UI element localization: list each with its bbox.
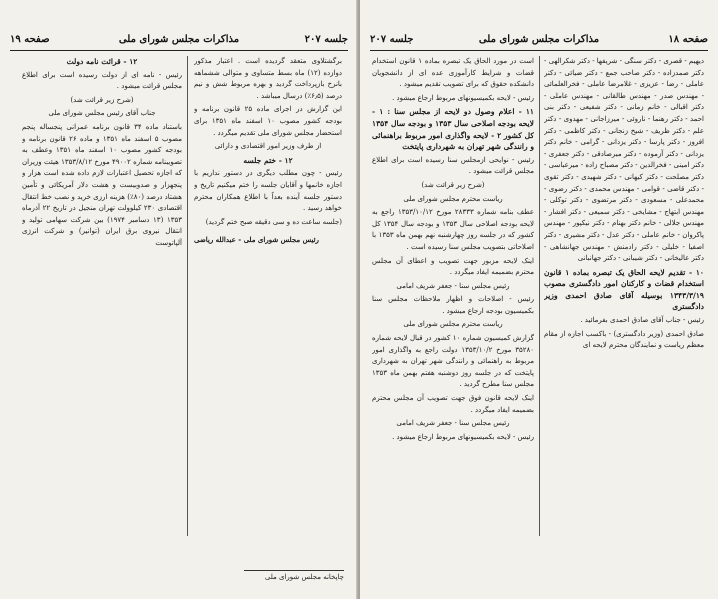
right-page-session: جلسه ۲۰۷ bbox=[370, 34, 414, 45]
right-page-title: مذاکرات مجلس شورای ملی bbox=[478, 34, 600, 45]
paragraph: عطف بنامه شماره ۲۸۳۳۳ مورخ ۱۳۵۳/۱۰/۱۲ راجع به لایحه بودجه اصلاحی سال ۱۳۵۳ و بودجه سال ۱۳۵۴ کل کشور که در جلسه روز چهارشنبه نهم بهمن ماه ۱۳۵۳ با اصلاحاتی بتصویب مجلس سنا رسیده است . bbox=[372, 208, 534, 251]
paragraph: رئیس مجلس سنا - جعفر شریف امامی bbox=[396, 281, 510, 290]
paragraph: (شرح زیر قرائت شد) bbox=[421, 180, 485, 189]
paragraph: باستناد ماده ۳۴ قانون برنامه عمرانی پنجساله پنجم مصوب ۵ اسفند ماه ۱۳۵۱ و ماده ۲۶ قانون برنامه و بودجه کشور مصوب ۱۰ اسفند ماه ۱۳۵۱ وعطف به تصویبنامه شماره ۴۹۰۰۲ مورخ ۱۳۵۳/۸/۱۲ هیئت وزیران که اجازه تحصیل اعتبارات لازم داده شده است هزار و پنجهزار و صدوبیست و هشت دلار آمریکائی و تأمین هشتاد درصد (۸۰٪) هزینه ارزی خرید و نصب خط انتقال اقتصادی ۲۳۰ کیلوولت تهران منجیل در تاریخ ۲۲ آذرماه ۱۳۵۳ (۱۳ دسامبر ۱۹۷۴) بین شرکت سهامی تولید و انتقال نیروی برق ایران (توانیر) و شرکت انرژی آلپاتوست bbox=[22, 122, 182, 247]
paragraph: این گزارش در اجرای ماده ۲۵ قانون برنامه و بودجه کشور مصوب ۱۰ اسفند ماه ۱۳۵۱ برای استحضار مجلس شورای ملی تقدیم میگردد . bbox=[194, 105, 342, 137]
paragraph: اینک لایحه مزبور جهت تصویب و اعطای آن مجلس محترم بضمیمه ایفاد میگردد . bbox=[372, 256, 534, 277]
right-page bbox=[360, 0, 718, 599]
paragraph: ریاست محترم مجلس شورای ملی bbox=[403, 320, 503, 329]
paragraph: دیهیم - قصری - دکتر سنگی - شریفها - دکتر شکرالهی - دکتر صمدزاده - دکتر صاحب جمع - دکتر ضیائی - دکتر عاملی - رضا - عزیزی - غلامرضا عاملی - فخرالعلمائی - مهندس صدر - مهندس طالقانی - مهندس عاملی - دکتر اقبالی - خانم زمانی - دکتر شفیعی - دکتر بنی احمد - دکتر رهنما - ناروئی - میرزاجانی - مهدوی - دکتر علم - دکتر ظریف - شیخ زنجانی - دکتر کاظمی - دکتر افروز - دکتر پارسا - دکتر یزدانی - گرامی - خانم دکتر یزدانی - دکتر آزموده - دکتر میرصادقی - دکتر جعفری - دکتر امینی - فخرالدین - دکتر مصباح زاده - میرعباسی - دکتر مصلحت - دکتر کیهانی - دکتر شهیدی - دکتر تقوی - دکتر قاضی - قوامی - مهندس محمدی - دکتر رضوی - محمدعلی - مسعودی - دکتر مرتضوی - دکتر توکلی - مهندس ابتهاج - مشایخی - دکتر سمیعی - دکتر افشار - مهندس جلالی - خانم دکتر بهنام - دکتر نیکپور - مهندس پاکروان - خانم عاملی - دکتر عدل - دکتر مشیری - دکتر اصفیا - خلیلی - دکتر رادمنش - مهندس جهانشاهی - دکتر عالیخانی - دکتر شیبانی - دکتر جهانبانی bbox=[544, 57, 704, 263]
left-page-column-1 bbox=[194, 56, 342, 536]
column-divider bbox=[187, 56, 188, 536]
left-page-header bbox=[10, 34, 348, 51]
paragraph: است در مورد الحاق یک تبصره بماده ۱ قانون استخدام قضات و شرایط کارآموزی عده ای از دانشجویان دانشکده حقوق که برای تصویب تقدیم میشود . bbox=[372, 57, 534, 89]
paragraph: رئیس - چون مطلب دیگری در دستور نداریم با اجازه خانمها و آقایان جلسه را ختم میکنیم تاریخ و دستور جلسه آینده بعداً با اطلاع همکاران محترم خواهد رسید . bbox=[194, 169, 342, 213]
paragraph: برگشتلاوی متعقد گردیده است . اعتبار مذکور دوازده (۱۲) ماه بسط متساوی و متوالی ششماهه بانرخ بازپرداخت گردید و بهره مربوط شش و نیم درصد (۶٫۵٪) درسال میباشد . bbox=[194, 57, 342, 100]
column-divider bbox=[539, 56, 540, 536]
left-page bbox=[0, 0, 358, 599]
paragraph: گزارش کمیسیون شماره ۱۰ کشور در قبال لایحه شماره ۳۵۲۸۰ مورخ ۱۳۵۳/۱۰/۲ دولت راجع به واگذاری امور مربوط به راهنمائی و رانندگی شهر تهران به شهرداری پایتخت که در جلسه روز دوشنبه هفتم بهمن ماه ۱۳۵۳ مجلس سنا مطرح گردید . bbox=[372, 334, 534, 389]
paragraph: (شرح زیر قرائت شد) bbox=[70, 95, 134, 104]
paragraph: جناب آقای رئیس مجلس شورای ملی bbox=[48, 109, 156, 118]
right-page-header bbox=[370, 34, 708, 51]
paragraph: رئیس - نامه ای از دولت رسیده است برای اطلاع مجلس قرائت میشود . bbox=[22, 70, 182, 91]
right-page-number: صفحه ۱۸ bbox=[668, 34, 708, 45]
paragraph: رئیس - اصلاحات و اظهار ملاحظات مجلس سنا بکمیسیون بودجه ارجاع میشود . bbox=[372, 295, 534, 315]
paragraph: صادق احمدی (وزیر دادگستری) - باکسب اجازه از مقام معظم ریاست و نمایندگان محترم لایحه ای bbox=[544, 329, 704, 350]
printer-footnote: چاپخانه مجلس شورای ملی bbox=[244, 570, 344, 581]
paragraph: رئیس - لایحه بکمیسیونهای مربوط ارجاع میشود . bbox=[392, 93, 534, 102]
left-page-title: مذاکرات مجلس شورای ملی bbox=[118, 34, 240, 45]
right-page-column-1 bbox=[544, 56, 704, 596]
paragraph: اینک لایحه قانون فوق جهت تصویب آن مجلس محترم بضمیمه ایفاد میگردد . bbox=[372, 394, 534, 414]
paragraph: (جلسه ساعت ده و سی دقیقه صبح ختم گردید) bbox=[205, 217, 342, 226]
section-heading: ۱۰ - تقدیم لایحه الحاق یک تبصره بماده ۱ قانون استخدام قضات و کارکنان امور دادگستری مصوب ۱۳۴۳/۳/۱۹ بوسیله آقای صادق احمدی وزیر دادگستری bbox=[544, 267, 704, 312]
left-page-session: جلسه ۲۰۷ bbox=[304, 34, 348, 45]
right-page-column-2 bbox=[372, 56, 534, 596]
left-page-column-2 bbox=[22, 56, 182, 536]
paragraph: از طرف وزیر امور اقتصادی و دارائی bbox=[214, 142, 322, 151]
paragraph: رئیس مجلس سنا - جعفر شریف امامی bbox=[396, 419, 510, 428]
paragraph: رئیس - نوایحی ازمجلس سنا رسیده است برای اطلاع مجلس قرائت میشود . bbox=[372, 155, 534, 176]
paragraph: ریاست محترم مجلس شورای ملی bbox=[403, 194, 503, 203]
left-page-number: صفحه ۱۹ bbox=[10, 34, 50, 45]
section-heading: ۱۲ - ختم جلسه bbox=[243, 155, 293, 165]
signature: رئیس مجلس شورای ملی - عبدالله ریاضی bbox=[194, 235, 319, 245]
section-heading: ۱۱ - اعلام وصول دو لایحه از مجلس سنا : ۱ - لایحه بودجه اصلاحی سال ۱۳۵۳ و بودجه سال ۱۳۵۴ کل کشور ۲ - لایحه واگذاری امور مربوط براهنمائی و رانندگی شهر تهران به شهرداری پایتخت bbox=[372, 107, 534, 152]
paragraph: رئیس - لایحه بکمیسیونهای مربوط ارجاع میشود . bbox=[392, 432, 534, 441]
section-heading: ۱۲ - قرائت نامه دولت bbox=[66, 57, 138, 66]
paragraph: رئیس - جناب آقای صادق احمدی بفرمائید . bbox=[580, 316, 704, 325]
